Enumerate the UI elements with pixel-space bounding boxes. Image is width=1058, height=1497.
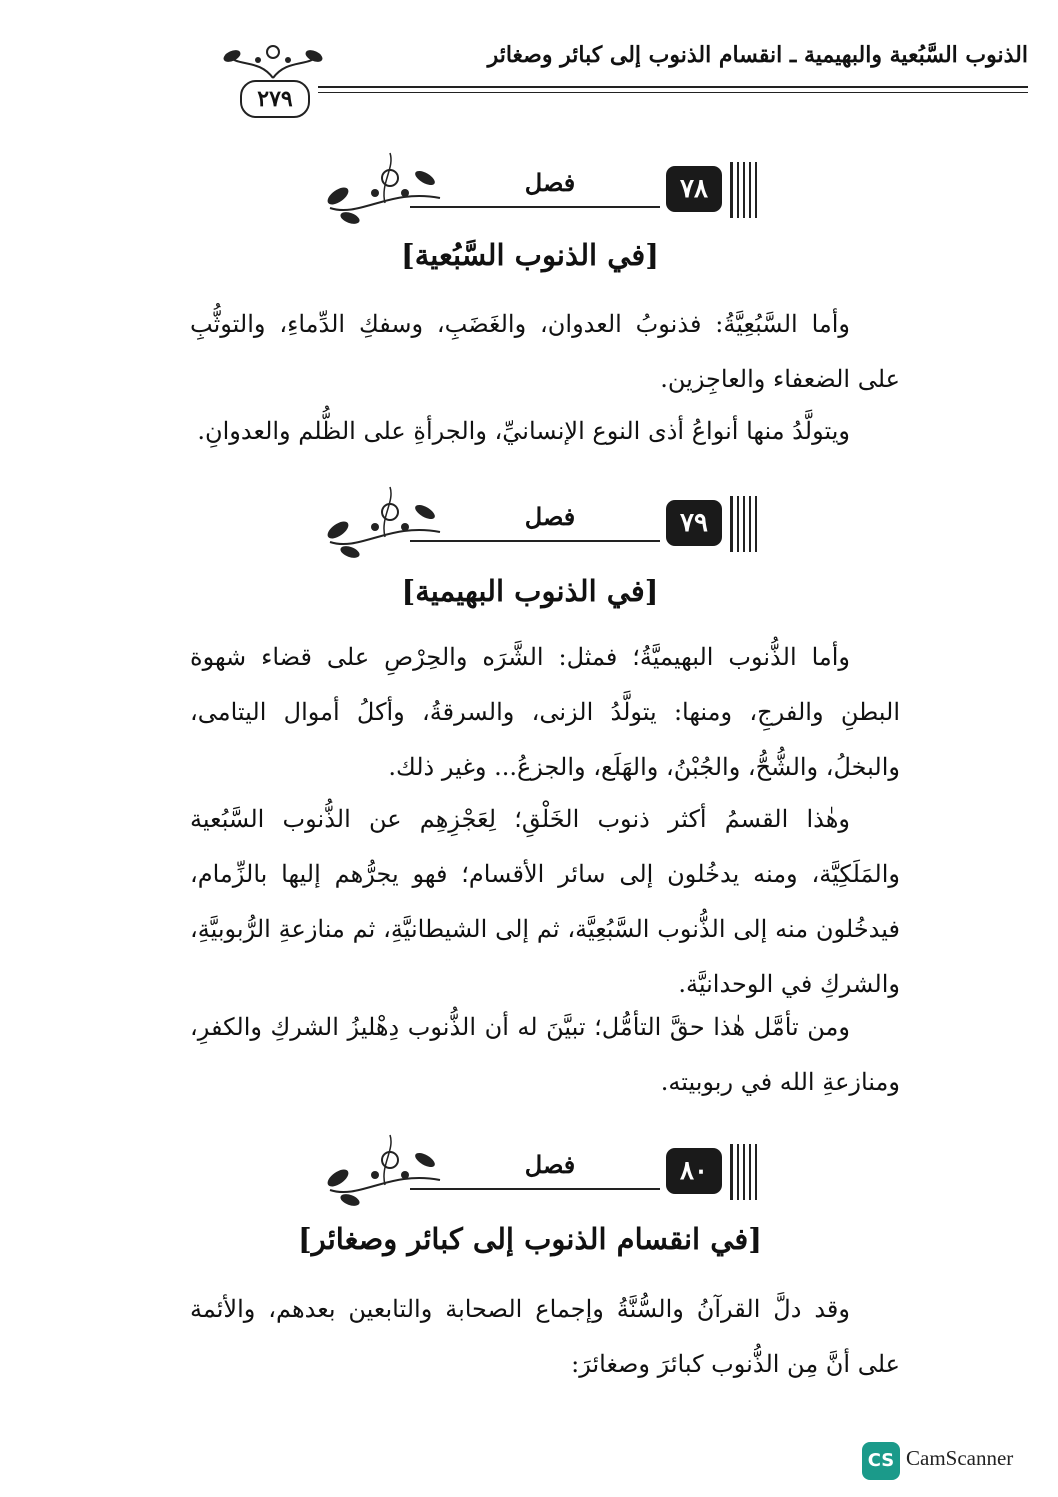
section-number: ٧٨ <box>666 166 722 212</box>
camscanner-watermark: CamScanner <box>906 1446 1014 1470</box>
section-label: فصل <box>524 502 576 531</box>
section-header-80 <box>320 1140 770 1220</box>
page-number-ornament-icon <box>218 38 328 82</box>
paragraph: ومن تأمَّل هٰذا حقَّ التأمُّل؛ تبيَّنَ له أن الذُّنوب دِهْليزُ الشركِ والكفرِ، ومنازعةِ الله في ربوبيته. <box>190 1013 900 1096</box>
section-header-79 <box>320 492 770 572</box>
section-bars-icon <box>730 496 760 552</box>
page-number: ٢٧٩ <box>240 80 310 118</box>
floral-ornament-icon <box>320 482 450 566</box>
section-title: [في الذنوب البهيمية] <box>401 574 659 608</box>
paragraph: وهٰذا القسمُ أكثر ذنوب الخَلْقِ؛ لِعَجْزِهِم عن الذُّنوب السَّبُعية والمَلَكِيَّة، ومنه يدخُلون إلى سائر الأقسام؛ فهو يجرُّهم إليها بالزِّمام، فيدخُلون منه إلى الذُّنوب السَّبُعِيَّة، ثم إلى الشيطانيَّةِ، ثم منازعةِ الرُّبوبيَّةِ، والشركِ في الوحدانيَّة. <box>190 805 900 998</box>
section-title: [في الذنوب السَّبُعية] <box>401 238 659 272</box>
header-rule-thin <box>318 92 1028 93</box>
running-header-title: الذنوب السَّبُعية والبهيمية ـ انقسام الذنوب إلى كبائر وصغائر <box>487 42 1028 68</box>
paragraph: وأما السَّبُعِيَّةُ: فذنوبُ العدوان، والغَضَبِ، وسفكِ الدِّماءِ، والتوثُّبِ على الضعفاء والعاجِزين. <box>190 310 900 393</box>
section-number: ٧٩ <box>666 500 722 546</box>
section-rule <box>410 206 660 208</box>
paragraph: وأما الذُّنوب البهيميَّةُ؛ فمثل: الشَّرَه والحِرْصِ على قضاء شهوة البطنِ والفرجِ، ومنها: يتولَّدُ الزنى، والسرقةُ، وأكلُ أموال اليتامى، والبخلُ، والشُّحُّ، والجُبْنُ، والهَلَع، والجزعُ... وغير ذلك. <box>190 643 900 781</box>
section-bars-icon <box>730 1144 760 1200</box>
section-label: فصل <box>524 1150 576 1179</box>
section-bars-icon <box>730 162 760 218</box>
section-rule <box>410 1188 660 1190</box>
floral-ornament-icon <box>320 1130 450 1214</box>
section-title: [في انقسام الذنوب إلى كبائر وصغائر] <box>298 1222 762 1256</box>
camscanner-logo-icon: CS <box>862 1442 900 1480</box>
floral-ornament-icon <box>320 148 450 232</box>
paragraph: ويتولَّدُ منها أنواعُ أذى النوع الإنسانيِّ، والجرأةِ على الظُّلم والعدوانِ. <box>197 417 850 445</box>
header-rule <box>318 86 1028 88</box>
section-header-78 <box>320 158 770 238</box>
section-rule <box>410 540 660 542</box>
section-number: ٨٠ <box>666 1148 722 1194</box>
section-label: فصل <box>524 168 576 197</box>
paragraph: وقد دلَّ القرآنُ والسُّنَّةُ وإجماع الصحابة والتابعين بعدهم، والأئمة على أنَّ مِن الذُّنوب كبائرَ وصغائرَ: <box>190 1295 900 1378</box>
